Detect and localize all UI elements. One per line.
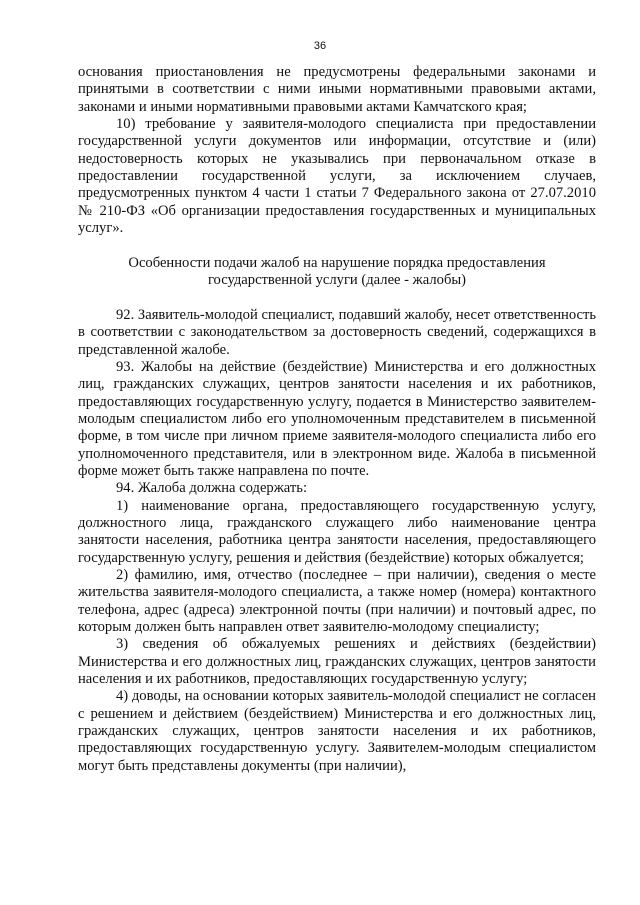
paragraph-92: 92. Заявитель-молодой специалист, подавший жалобу, несет ответственность в соответствии с законодательством за достоверность сведений, содержащихся в представленной жалобе. — [78, 306, 596, 358]
paragraph-continuation: основания приостановления не предусмотрены федеральными законами и принятыми в соответствии с ними иными нормативными правовыми актами, законами и иными нормативными правовыми актами Камчатского края; — [78, 64, 596, 115]
page-number: 36 — [313, 40, 327, 52]
section-heading-line-1: Особенности подачи жалоб на нарушение порядка предоставления — [128, 254, 546, 271]
paragraph-94: 94. Жалоба должна содержать: — [116, 480, 307, 497]
paragraph-94-item-4: 4) доводы, на основании которых заявитель-молодой специалист не согласен с решением и действием (бездействием) Министерства и его должностных лиц, гражданских служащих, центров занятости населения и их работников, предоставляющих государственную услугу. Заявителем-молодым специалистом могут быть представлены документы (при наличии), — [78, 688, 596, 774]
paragraph-93: 93. Жалобы на действие (бездействие) Министерства и его должностных лиц, гражданских служащих, центров занятости населения и их работников, предоставляющих государственную услугу, подается в Министерство заявителем-молодым специалистом либо его уполномоченным представителем в письменной форме, в том числе при личном приеме заявителя-молодого специалиста либо его уполномоченного представителя, или в электронном виде. Жалоба в письменной форме может быть также направлена по почте. — [78, 358, 596, 479]
spacer — [78, 289, 596, 306]
paragraph-94-item-3: 3) сведения об обжалуемых решениях и действиях (бездействии) Министерства и его должностных лиц, гражданских служащих, центров занятости населения и их работников, предоставляющих государственную услугу; — [78, 636, 596, 688]
paragraph-94-item-1: 1) наименование органа, предоставляющего государственную услугу, должностного лица, гражданского служащего либо наименование центра занятости населения, работника центра занятости населения, предоставляющего государственную услугу, решения и действия (бездействие) которых обжалуется; — [78, 497, 596, 566]
spacer — [78, 237, 596, 254]
document-body — [78, 64, 596, 775]
paragraph-94-item-2: 2) фамилию, имя, отчество (последнее – при наличии), сведения о месте жительства заявителя-молодого специалиста, а также номер (номера) контактного телефона, адрес (адреса) электронной почты (при наличии) и почтовый адрес, по которым должен быть направлен ответ заявителю-молодому специалисту; — [78, 566, 596, 635]
paragraph-item-10: 10) требование у заявителя-молодого специалиста при предоставлении государственной услуги документов или информации, отсутствие и (или) недостоверность которых не указывались при первоначальном отказе в предоставлении государственной услуги, за исключением случаев, предусмотренных пунктом 4 части 1 статьи 7 Федерального закона от 27.07.2010 № 210-ФЗ «Об организации предоставления государственных и муниципальных услуг». — [78, 116, 596, 237]
section-heading-line-2: государственной услуги (далее - жалобы) — [207, 272, 467, 289]
